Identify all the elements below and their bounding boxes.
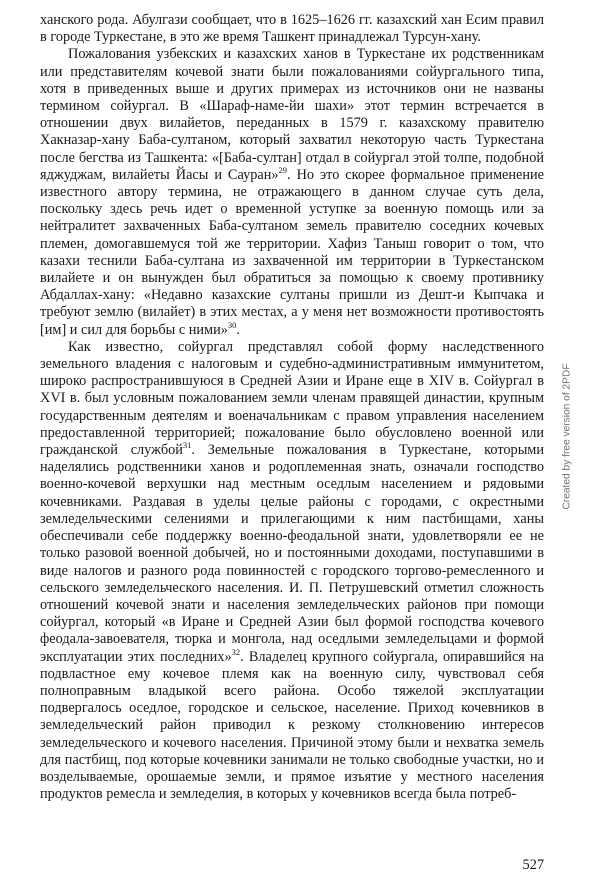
text-run: . Но это скорее формальное применение известного автору термина, не отражающего в данном случае суть дела, поскольку здесь речь идет о временной уступке за военную помощь или за нейтралитет захваченных Баба-султаном земель правителю соседних кочевых племен, домогавшемуся той же территории. Хафиз Таныш говорит о том, что казахи теснили Баба-султана из захваченной им территории в Туркестанском вилайете и он вынужден был обратиться за помощью к своему противнику Абдаллах-хану: «Недавно казахские султаны пришли из Дешт-и Кыпчака и требуют землю (вилайет) в этих местах, а у меня нет возможности противостоять [им] и сил для борьбы с ними» [40, 166, 544, 338]
watermark-text: Created by free version of 2PDF [561, 362, 573, 510]
footnote-marker: 29 [278, 165, 288, 176]
page-number: 527 [522, 857, 544, 873]
text-run: . Владелец крупного сойургала, опиравшийся на подвластное ему кочевое племя как на военную силу, чувствовал себя полноправным владыкой всего района. Особо тяжелой эксплуатации подвергалось оседлое, городское и сельское, население. Приход кочевников в земледельческий район приводил к резкому столкновению интересов земледельческого и кочевого населения. Причиной этому были и нехватка земель для пастбищ, под которые кочевники занимали не только свободные участки, но и возделываемые, орошаемые земли, и прямое изъятие у местного населения продуктов ремесла и земледелия, в которых у кочевников всегда была потреб- [40, 648, 545, 803]
text-run: Пожалования узбекских и казахских ханов в Туркестане их родственникам или представителям кочевой знати были пожалованиями сойургального типа, хотя в приведенных выше и других примерах из источников они не названы термином сойургал. В «Шараф-наме-йи шахи» этот термин встречается в отношении двух вилайетов, переданных в 1579 г. казахскому правителю Хакназар-хану Баба-султаном, который захватил некоторую часть Туркестана после бегства из Ташкента: «[Баба-султан] отдал в сойургал этой толпе, подобной яджуджам, вилайеты Йасы и Сауран» [40, 46, 544, 183]
page-body [40, 12, 544, 803]
paragraph-sojurgal-definition [40, 339, 544, 803]
paragraph-continuation [40, 12, 544, 46]
paragraph-sojurgal-grants [40, 46, 544, 338]
text-run: . [236, 321, 240, 338]
footnote-marker: 32 [231, 646, 241, 657]
watermark-note [559, 215, 575, 657]
text-run: ханского рода. Абулгази сообщает, что в 1625–1626 гг. казахский хан Есим правил в городе Туркестане, в это же время Ташкент принадлежал Турсун-хану. [40, 12, 544, 46]
footnote-marker: 30 [227, 319, 237, 330]
footnote-marker: 31 [182, 440, 192, 451]
text-run: Как известно, сойургал представлял собой форму наследственного земельного владения с налоговым и судебно-административным иммунитетом, широко распространившуюся в Средней Азии и Иране еще в XIV в. Сойургал в XVI в. был условным пожалованием земли членам правящей династии, крупным государственным деятелям и военачальникам с правом управления населением предоставленной территорией; пожалование было обусловлено военной или гражданской службой [40, 338, 544, 459]
text-run: . Земельные пожалования в Туркестане, которыми наделялись родственники ханов и родоплеменная знать, означали господство военно-кочевой верхушки над местным оседлым населением и рядовыми кочевниками. Раздавая в уделы целые районы с городами, с окрестными земледельческими селениями и прилегающими к ним пастбищами, ханы обеспечивали себе поддержку военно-феодальной знати, удовлетворяли ее не только разовой военной добычей, но и постоянными доходами, поступавшими в виде налогов и разного рода повинностей с городского торгово-ремесленного и сельского земледельческого населения. И. П. Петрушевский отметил сложность отношений кочевой знати и населения земледельческих районов при помощи сойургал, который «в Иране и Средней Азии был формой господства кочевого феодала-завоевателя, тюрка и монгола, над оседлыми земледельцами и формой эксплуатации этих последних» [40, 442, 544, 665]
